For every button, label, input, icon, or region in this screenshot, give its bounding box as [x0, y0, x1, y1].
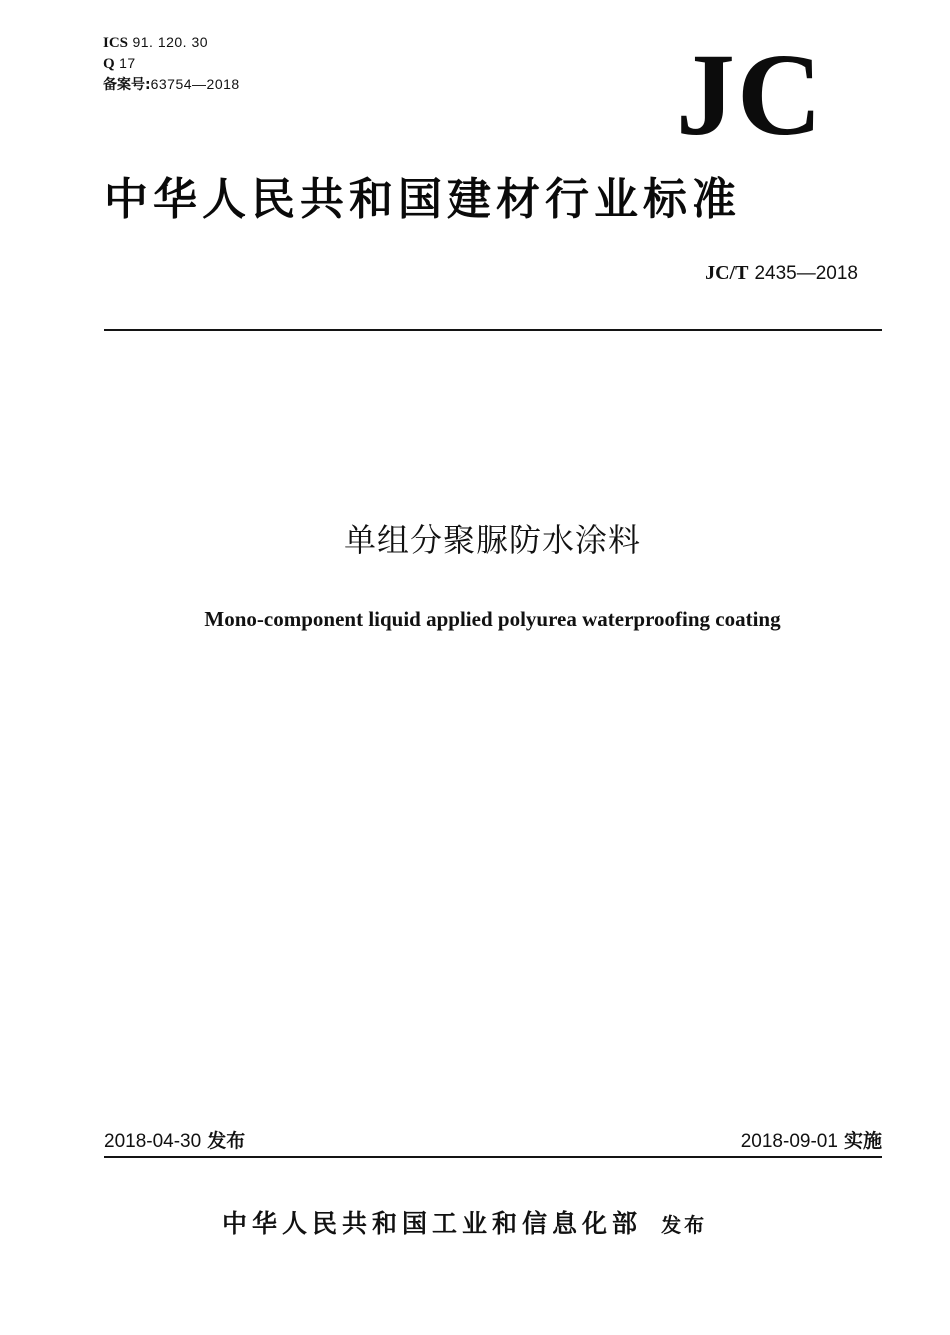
issue-date [104, 1126, 245, 1153]
ics-label: ICS [103, 35, 129, 51]
publisher [222, 1204, 707, 1240]
ccs-value: 17 [119, 55, 136, 71]
effective-date-label: 实施 [843, 1130, 882, 1152]
jc-logo: JC [676, 29, 825, 160]
publisher-name: 中华人民共和国工业和信息化部 [222, 1209, 643, 1238]
ics-line [103, 32, 240, 53]
filing-line [103, 74, 240, 95]
standard-code: 2435—2018 [754, 263, 858, 284]
ics-value: 91. 120. 30 [132, 34, 209, 50]
org-title: 中华人民共和国建材行业标准 [104, 174, 741, 225]
document-title-english: Mono-component liquid applied polyurea waterproofing coating [204, 607, 781, 631]
classification-block [103, 32, 240, 95]
bottom-divider [104, 1156, 882, 1158]
ccs-label: Q [103, 56, 115, 72]
effective-date-value: 2018-09-01 [740, 1131, 838, 1152]
effective-date [741, 1126, 882, 1153]
document-title-chinese: 单组分聚脲防水涂料 [343, 521, 641, 559]
publish-label: 发布 [661, 1213, 708, 1237]
issue-date-value: 2018-04-30 [104, 1131, 202, 1152]
filing-label: 备案号: [103, 77, 151, 93]
issue-date-label: 发布 [207, 1130, 246, 1152]
filing-value: 63754—2018 [150, 76, 240, 92]
top-divider [104, 329, 882, 331]
ccs-line [103, 53, 240, 74]
standard-prefix: JC/T [705, 262, 749, 284]
standard-number [705, 262, 858, 285]
